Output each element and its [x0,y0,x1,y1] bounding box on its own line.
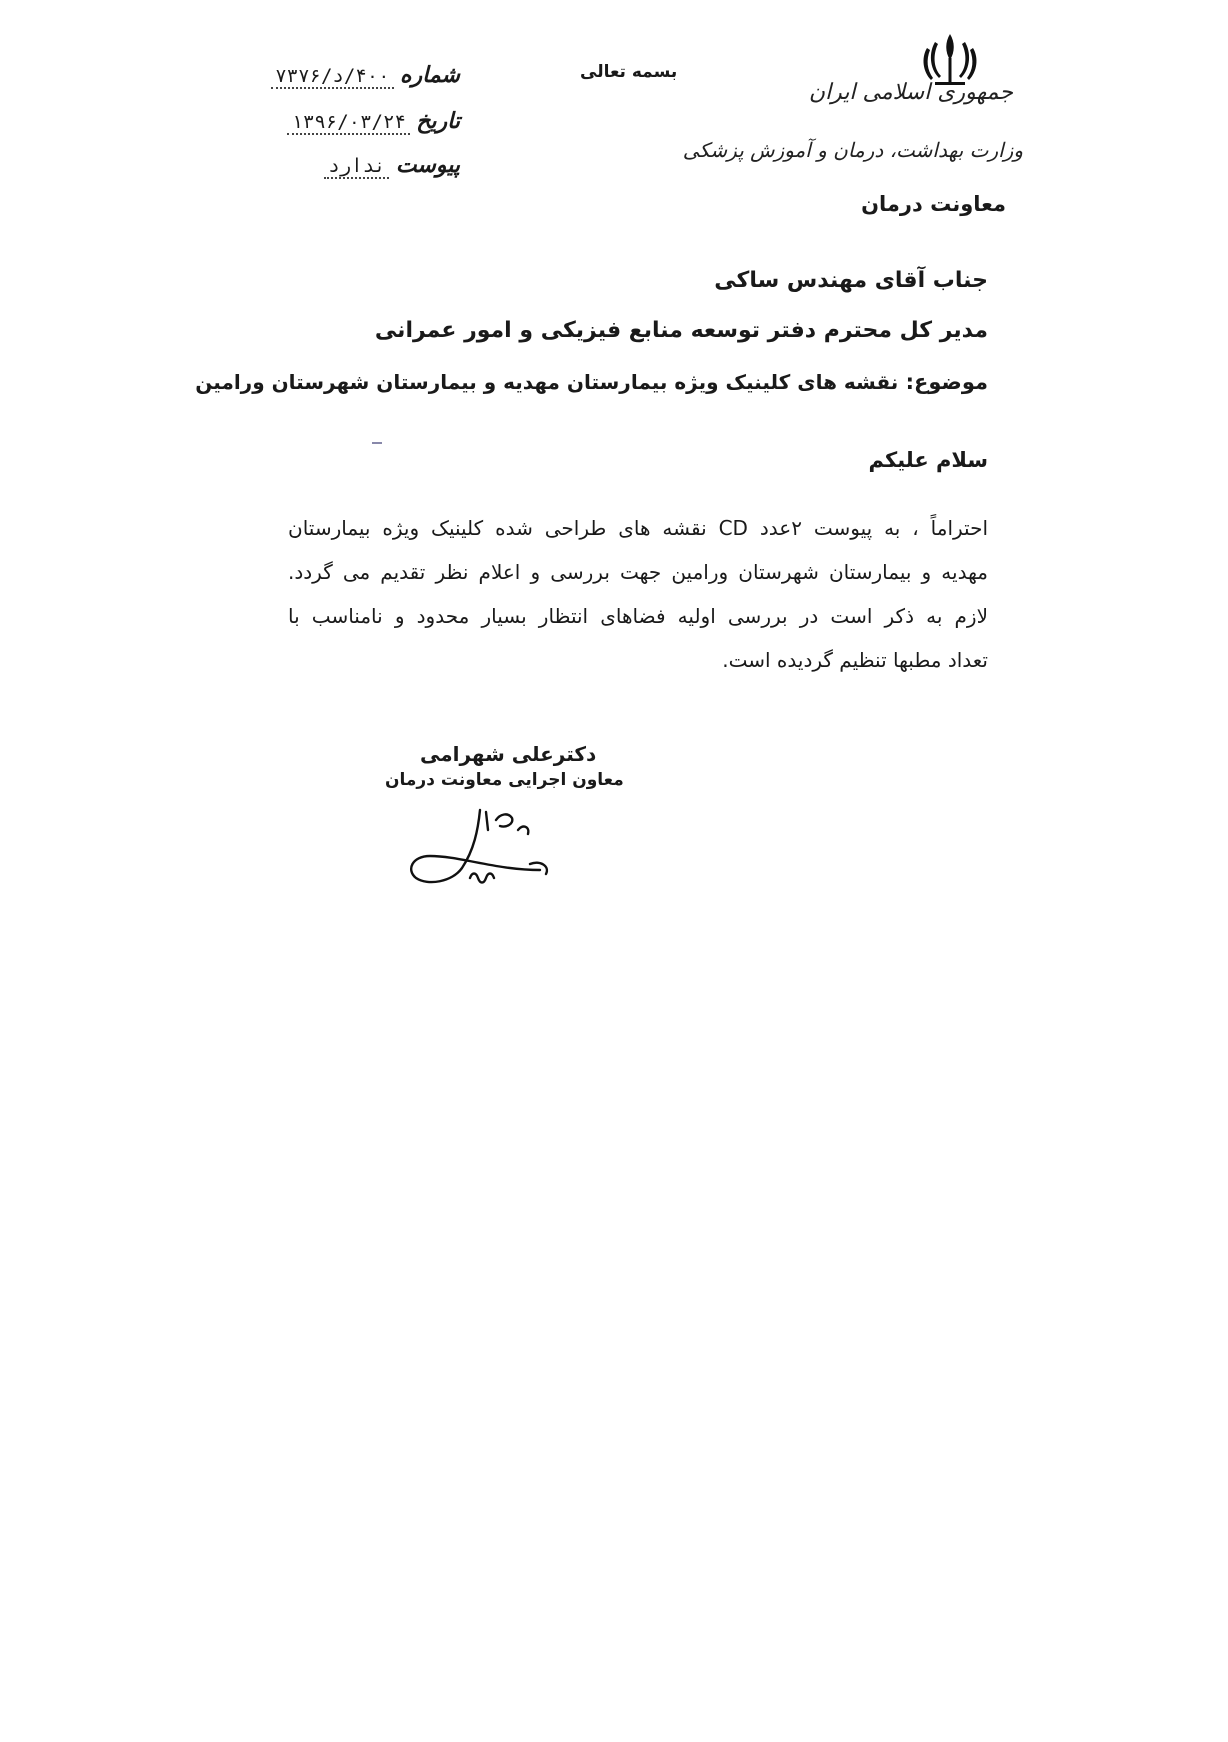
handwritten-signature [400,790,570,900]
addressee-name: جناب آقای مهندس ساکی [714,268,988,293]
reference-date-value: ۱۳۹۶/۰۳/۲۴ [287,111,409,135]
body-paragraph [288,506,988,682]
body-line: تعداد مطبها تنظیم گردیده است. [722,648,988,672]
besmeh-heading: بسمه تعالی [580,62,678,82]
ministry-country-line: جمهوری اسلامی ایران [808,80,1013,105]
body-line: مهدیه و بیمارستان شهرستان ورامین جهت بررسی و اعلام نظر تقدیم می گردد. [288,560,988,584]
reference-attachment-value: ندارد [324,155,389,179]
subject-text: نقشه های کلینیک ویژه بیمارستان مهدیه و بیمارستان شهرستان ورامین [195,370,899,394]
body-line: لازم به ذکر است در بررسی اولیه فضاهای انتظار بسیار محدود و نامناسب با [288,604,988,628]
addressee-title: مدیر کل محترم دفتر توسعه منابع فیزیکی و امور عمرانی [374,318,988,343]
reference-date-label: تاریخ [416,108,460,134]
iran-emblem-icon [905,28,995,88]
stray-mark [372,442,382,444]
body-line: احتراماً ، به پیوست ۲عدد CD نقشه های طراحی شده کلینیک ویژه بیمارستان [288,516,988,540]
signer-title: معاون اجرایی معاونت درمان [385,770,624,790]
reference-date [287,108,460,134]
reference-attachment [324,152,460,178]
reference-number-label: شماره [399,62,460,88]
reference-attachment-label: پیوست [395,152,460,178]
reference-number [271,62,460,88]
subject-label: موضوع: [905,370,988,394]
reference-number-value: ۴۰۰/د/۷۳۷۶ [271,65,393,89]
ministry-name-line: وزارت بهداشت، درمان و آموزش پزشکی [682,138,1023,162]
department-name: معاونت درمان [861,192,1006,216]
greeting: سلام علیکم [868,448,988,472]
signer-name: دکترعلی شهرامی [420,742,597,766]
subject-line [195,370,988,394]
